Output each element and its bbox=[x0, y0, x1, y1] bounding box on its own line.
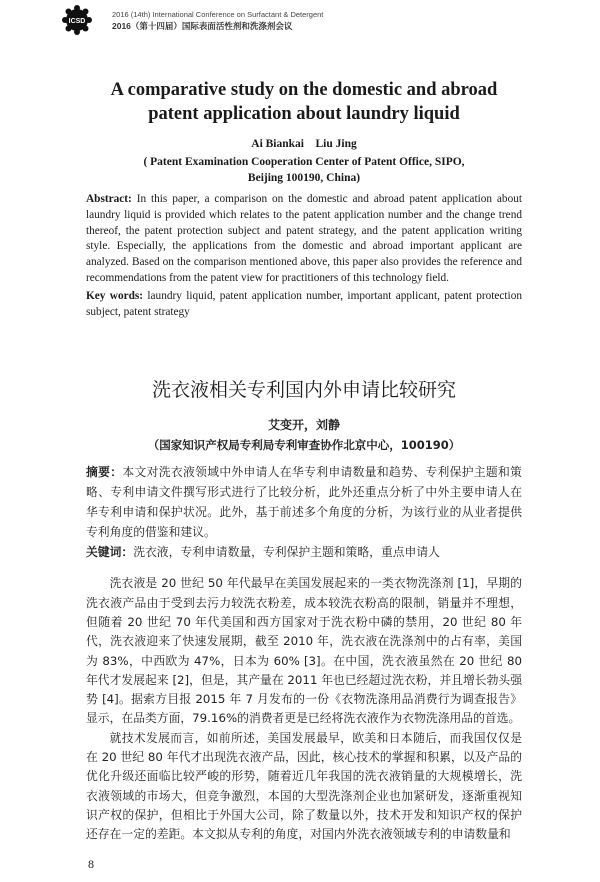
conference-header bbox=[60, 4, 522, 36]
english-keywords bbox=[86, 289, 522, 321]
svg-text:ICSD: ICSD bbox=[68, 18, 86, 25]
chinese-title: 洗衣液相关专利国内外申请比较研究 bbox=[151, 379, 456, 402]
conference-name-english: 2016 (14th) International Conference on Surfactant & Detergent bbox=[112, 9, 324, 19]
chinese-keywords-label: 关键词： bbox=[86, 545, 134, 560]
keywords-label: Key words: bbox=[86, 289, 144, 302]
body-paragraph-1: 洗衣液是 20 世纪 50 年代最早在美国发展起来的一类衣物洗涤剂 [1]，早期的洗衣液产品由于受到去污力较洗衣粉差，成本较洗衣粉高的限制，销量并不理想，但随着 20 世纪 70 年代美国和西方国家对于洗衣粉中磷的禁用，20 世纪 80 年代，洗衣液迎来了快速发展期，截至 2010 年，洗衣液在洗涤剂中的占有率，美国为 83%，中西欧为 47%，日本为 60% [3]。在中国，洗衣液虽然在 20 世纪 80 年代才发展起来 [2]，但是，其产量在 2011 年也已经超过洗衣粉，并且增长勃头强势 [4]。据索方目报 2015 年 7 月发布的一份《衣物洗涤用品消费行为调查报告》显示，在品类方面，79.16%的消费者更是已经将洗衣液作为衣物洗涤用品的首选。 bbox=[86, 576, 522, 726]
english-abstract bbox=[86, 192, 522, 287]
body-paragraph-2: 就技术发展而言，如前所述，美国发展最早，欧美和日本随后，而我国仅仅是在 20 世纪 80 年代才出现洗衣液产品，因此，核心技术的掌握和积累，以及产品的优化升级还面临比较严峻的形势，随着近几年我国的洗衣液销量的大规模增长，洗衣液领域的市场大，但竞争激烈，本国的大型洗涤剂企业也加紧研发，逐渐重视知识产权的保护，但相比于外国大公司，除了数量以外，技术开发和知识产权的保护还存在一定的差距。本文拟从专利的角度，对国内外洗衣液领域专利的申请数量和 bbox=[86, 730, 522, 842]
conference-logo bbox=[60, 5, 94, 35]
chinese-authors: 艾变开，刘静 bbox=[267, 418, 340, 433]
chinese-abstract-text: 本文对洗衣液领域中外申请人在华专利申请数量和趋势、专利保护主题和策略、专利申请文件撰写形式进行了比较分析，此外还重点分析了中外主要申请人在华专利申请和保护状况。此外，基于前述多个角度的分析，为该行业的从业者提供专利角度的借鉴和建议。 bbox=[86, 465, 522, 540]
english-title-line2: patent application about laundry liquid bbox=[148, 104, 460, 124]
english-title-line1: A comparative study on the domestic and abroad bbox=[110, 80, 498, 100]
english-affiliation-line2: Beijing 100190, China) bbox=[247, 172, 361, 184]
chinese-keywords bbox=[86, 542, 522, 562]
english-title bbox=[86, 78, 522, 126]
chinese-affiliation: （国家知识产权局专利局专利审查协作北京中心，100190） bbox=[147, 438, 461, 453]
chinese-keywords-text: 洗衣液，专利申请数量，专利保护主题和策略，重点申请人 bbox=[133, 545, 440, 560]
english-authors: Ai Biankai Liu Jing bbox=[251, 138, 357, 150]
abstract-text: In this paper, a comparison on the domestic and abroad patent application about laundry liquid is provided which relates to the patent application number and the change trend thereof, the patent protection subject and patent strategy, and the patent application writing style. Especially, the applications from the domestic and abroad important applicant are analyzed. Based on the comparison mentioned above, this paper also provides the reference and recommendations from the patent view for practitioners of this technology field. bbox=[86, 193, 523, 284]
abstract-label: Abstract: bbox=[86, 193, 132, 205]
english-affiliation-line1: ( Patent Examination Cooperation Center of Patent Office, SIPO, bbox=[143, 156, 465, 168]
page-number: 8 bbox=[88, 856, 94, 871]
chinese-abstract-label: 摘要： bbox=[86, 465, 123, 480]
chinese-abstract bbox=[86, 462, 522, 542]
conference-name-chinese: 2016（第十四届）国际表面活性剂和洗涤剂会议 bbox=[112, 20, 293, 31]
keywords-text: laundry liquid, patent application number, important applicant, patent protection subject, patent strategy bbox=[86, 289, 522, 318]
